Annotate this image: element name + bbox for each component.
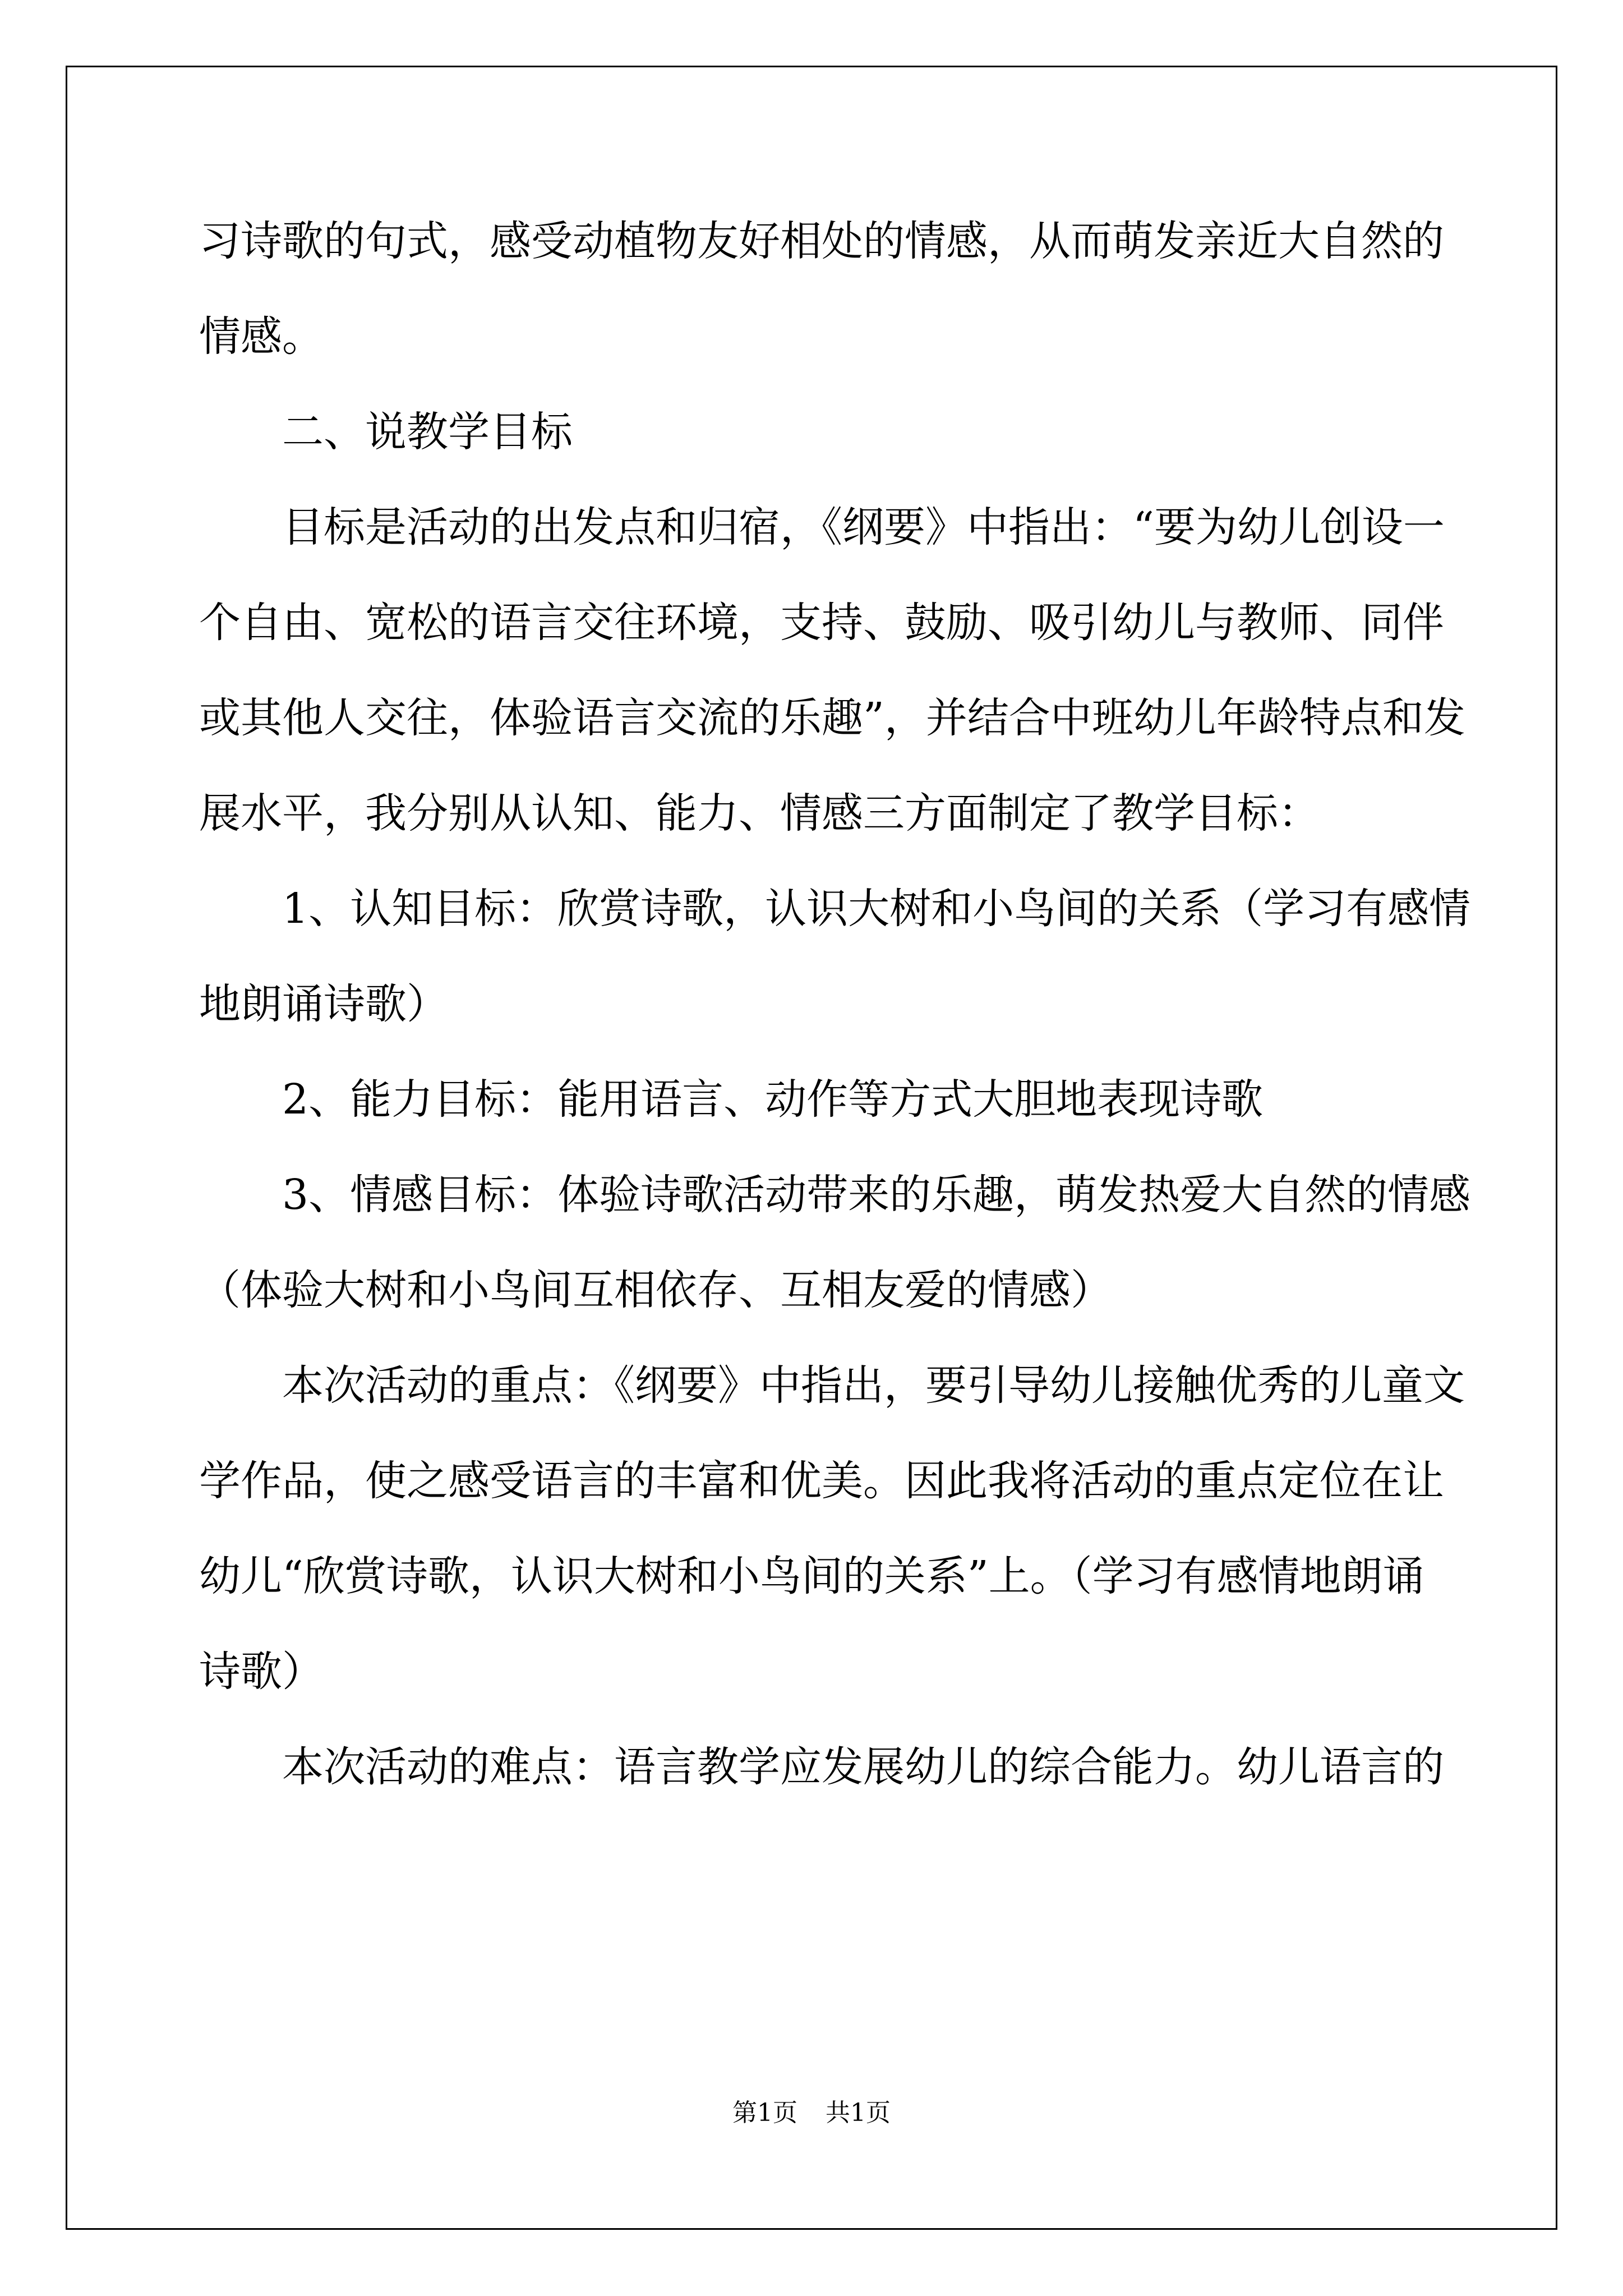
body-line: 3、情感目标：体验诗歌活动带来的乐趣，萌发热爱大自然的情感 xyxy=(282,1171,1471,1219)
body-line: 本次活动的难点：语言教学应发展幼儿的综合能力。幼儿语言的 xyxy=(282,1743,1444,1791)
body-line: 地朗诵诗歌） xyxy=(199,980,448,1028)
page-border xyxy=(66,66,1557,2230)
body-line: 诗歌） xyxy=(199,1648,324,1696)
body-line: 目标是活动的出发点和归宿，《纲要》中指出：“要为幼儿创设一 xyxy=(282,503,1445,551)
page-footer xyxy=(0,2092,1623,2128)
body-line: 或其他人交往，体验语言交流的乐趣”，并结合中班幼儿年龄特点和发 xyxy=(199,694,1465,742)
body-line: 1、认知目标：欣赏诗歌，认识大树和小鸟间的关系（学习有感情 xyxy=(282,885,1471,933)
page-number-current: 第1页 xyxy=(732,2099,797,2127)
page-number-total: 共1页 xyxy=(826,2099,891,2127)
body-line: 学作品，使之感受语言的丰富和优美。因此我将活动的重点定位在让 xyxy=(199,1457,1444,1505)
body-line: 习诗歌的句式，感受动植物友好相处的情感，从而萌发亲近大自然的 xyxy=(199,217,1444,265)
body-line: 幼儿“欣赏诗歌，认识大树和小鸟间的关系”上。（学习有感情地朗诵 xyxy=(199,1552,1424,1600)
body-line: 展水平，我分别从认知、能力、情感三方面制定了教学目标： xyxy=(199,789,1320,838)
body-line: 情感。 xyxy=(199,312,324,361)
body-line: 本次活动的重点：《纲要》中指出，要引导幼儿接触优秀的儿童文 xyxy=(282,1361,1465,1410)
body-line: （体验大树和小鸟间互相依存、互相友爱的情感） xyxy=(199,1266,1112,1314)
body-line: 2、能力目标：能用语言、动作等方式大胆地表现诗歌 xyxy=(282,1075,1264,1124)
body-line: 二、说教学目标 xyxy=(282,408,573,456)
body-line: 个自由、宽松的语言交往环境，支持、鼓励、吸引幼儿与教师、同伴 xyxy=(199,599,1444,647)
